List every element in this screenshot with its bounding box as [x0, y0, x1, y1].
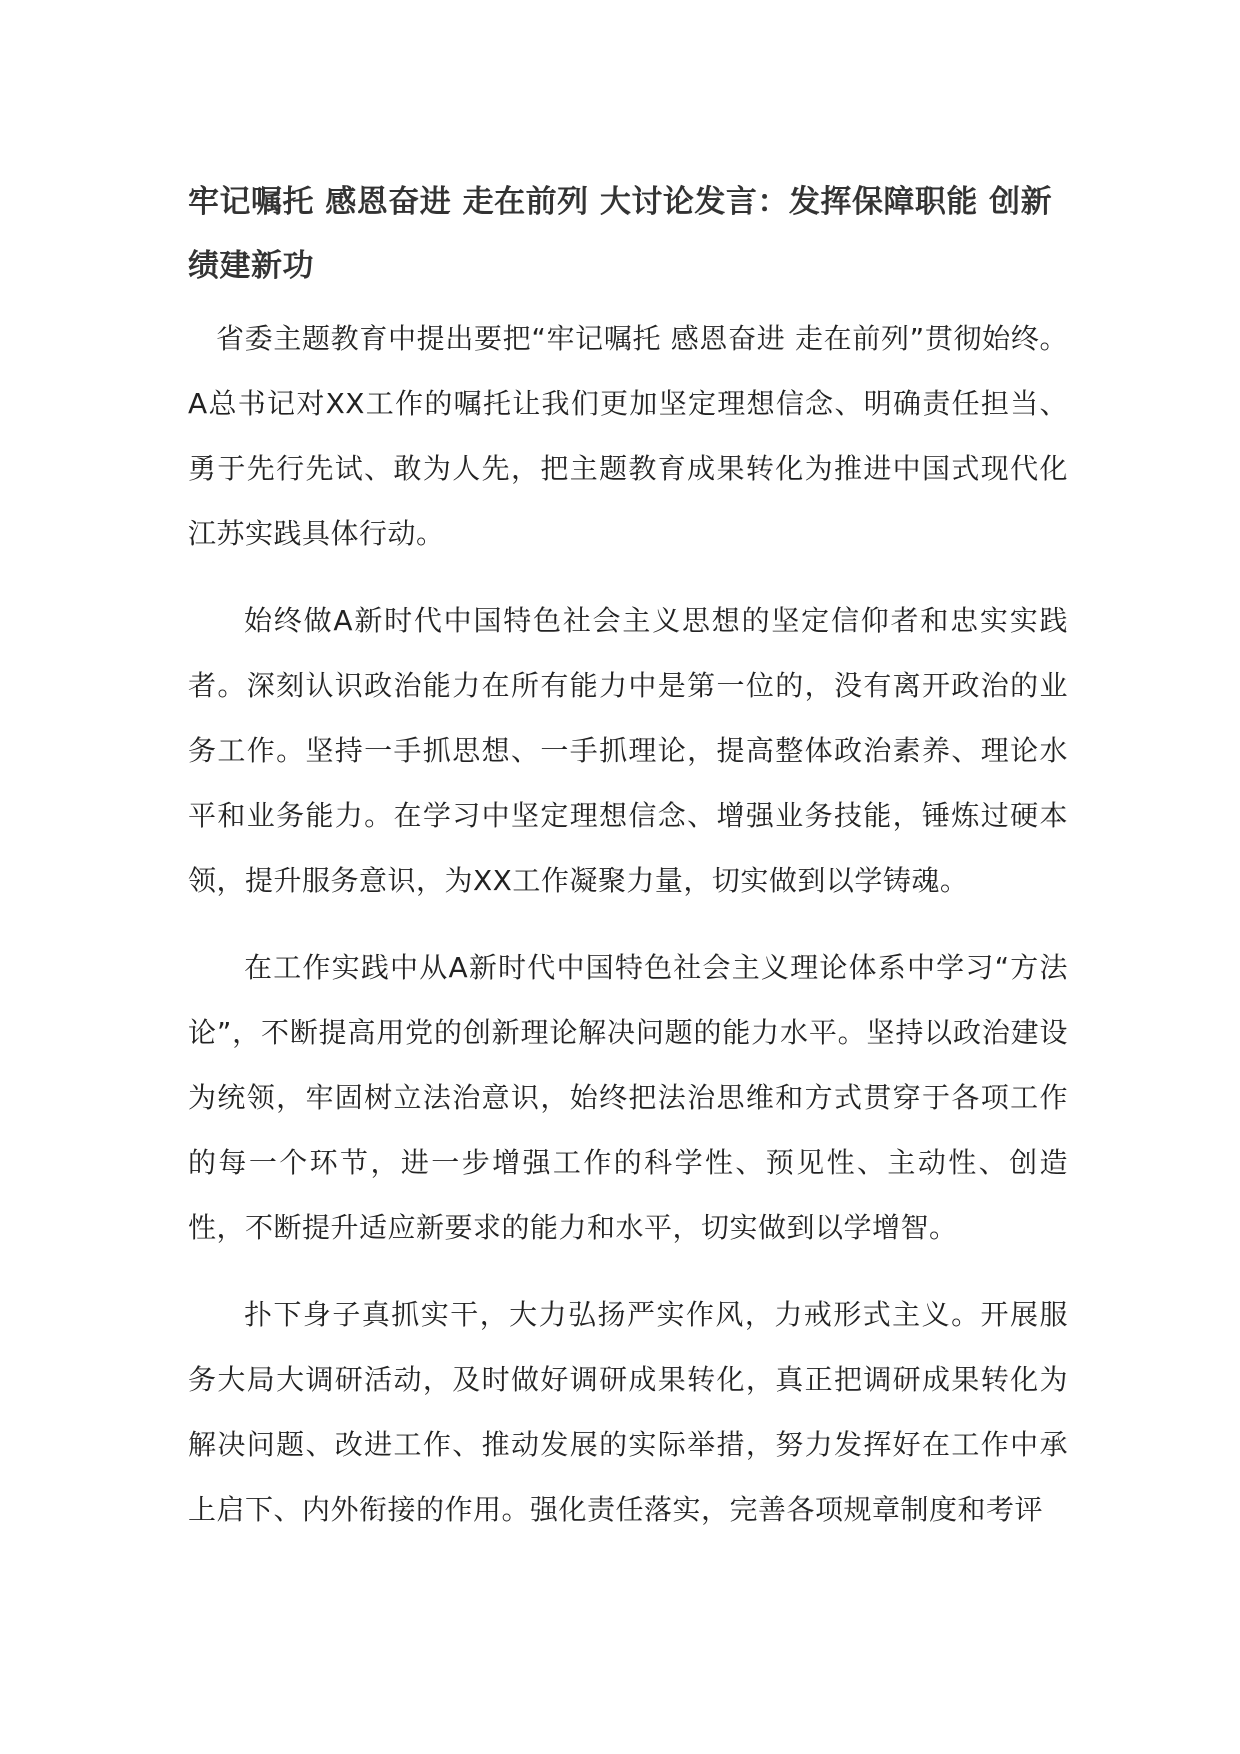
paragraph-intro: 省委主题教育中提出要把“牢记嘱托 感恩奋进 走在前列”贯彻始终。A总书记对XX工作的嘱托让我们更加坚定理想信念、明确责任担当、勇于先行先试、敢为人先，把主题教育成果转化为推进中国式现代化江苏实践具体行动。 — [188, 322, 1068, 550]
paragraph-practice: 扑下身子真抓实干，大力弘扬严实作风，力戒形式主义。开展服务大局大调研活动，及时做好调研成果转化，真正把调研成果转化为解决问题、改进工作、推动发展的实际举措，努力发挥好在工作中承上启下、内外衔接的作用。强化责任落实，完善各项规章制度和考评 — [188, 1298, 1068, 1526]
document-page — [188, 170, 1068, 1542]
document-title: 牢记嘱托 感恩奋进 走在前列 大讨论发言：发挥保障职能 创新绩建新功 — [188, 184, 1053, 284]
paragraph-faith: 始终做A新时代中国特色社会主义思想的坚定信仰者和忠实实践者。深刻认识政治能力在所有能力中是第一位的，没有离开政治的业务工作。坚持一手抓思想、一手抓理论，提高整体政治素养、理论水平和业务能力。在学习中坚定理想信念、增强业务技能，锤炼过硬本领，提升服务意识，为XX工作凝聚力量，切实做到以学铸魂。 — [188, 604, 1068, 897]
paragraph-methodology: 在工作实践中从A新时代中国特色社会主义理论体系中学习“方法论”，不断提高用党的创新理论解决问题的能力水平。坚持以政治建设为统领，牢固树立法治意识，始终把法治思维和方式贯穿于各项工作的每一个环节，进一步增强工作的科学性、预见性、主动性、创造性，不断提升适应新要求的能力和水平，切实做到以学增智。 — [188, 951, 1068, 1244]
